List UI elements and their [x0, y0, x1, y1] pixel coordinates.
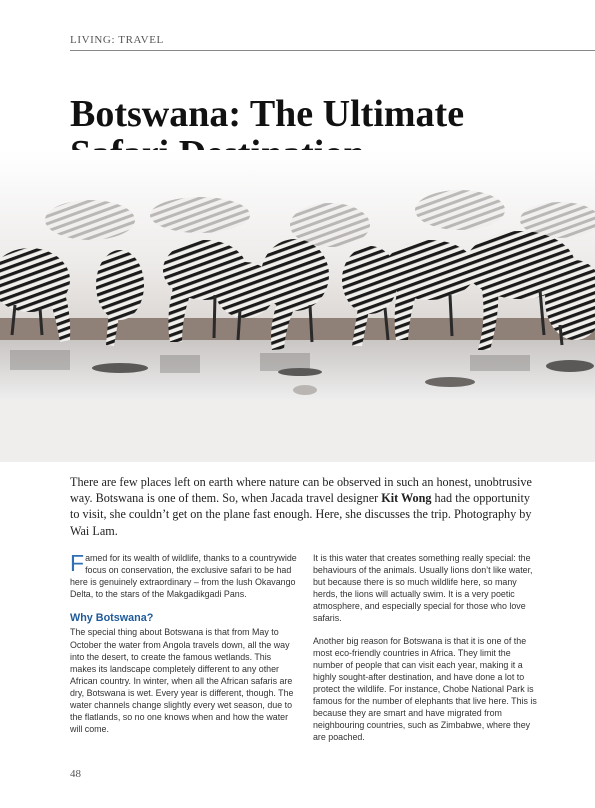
- header-rule: [70, 50, 595, 51]
- column-right: [313, 552, 541, 753]
- drop-cap: F: [70, 550, 85, 576]
- body-paragraph: It is this water that creates something really special: the behaviours of the animals. Usually lions don’t like water, but because there is so much wildlife here, so many herds, the lions will actually swim. It is a very poetic atmosphere, and especially special for those who love safaris.: [313, 553, 533, 624]
- body-paragraph: Another big reason for Botswana is that it is one of the most eco-friendly countries in Africa. They limit the number of people that can visit each year, making it a highly sought-after destination, and have done a lot to protect the wildlife. For instance, Chobe National Park is famous for the number of elephants that live here. This is because they are smart and have migrated from neighbouring countries, such as Zimbabwe, where they are poached.: [313, 635, 537, 743]
- body-paragraph: The special thing about Botswana is that from May to October the water from Angola travels down, all the way into the desert, to create the famous wetlands. This makes its landscape completely different to any other African country. In winter, when all the African safaris are dry, Botswana is wet. Every year is different, though. The water channels change slightly every wet season, due to the flatlands, so no one knows when and how the water will come.: [70, 627, 294, 735]
- article-title: Botswana: The Ultimate: [70, 93, 465, 135]
- column-left: [70, 552, 298, 745]
- subheading-why-botswana: Why Botswana?: [70, 612, 154, 625]
- page-number: 48: [70, 768, 81, 780]
- article-lede: There are few places left on earth where nature can be observed in such an honest, unobtrusive way. Botswana is one of them. So, when Jacada travel designer Kit Wong had the opportunity to visit, she couldn’t get on the plane fast enough. Here, she discusses the trip. Photography by Wai Lam.: [70, 475, 532, 538]
- section-label: LIVING: TRAVEL: [70, 34, 164, 46]
- zebras-waterhole-photo: [0, 150, 595, 462]
- intro-paragraph: Famed for its wealth of wildlife, thanks to a countrywide focus on conservation, the exclusive safari to be had here is genuinely extraordinary – from the lush Okavango Delta, to the stars of the Makgadikgadi Pans.: [70, 550, 297, 600]
- author-name: Kit Wong: [381, 491, 432, 506]
